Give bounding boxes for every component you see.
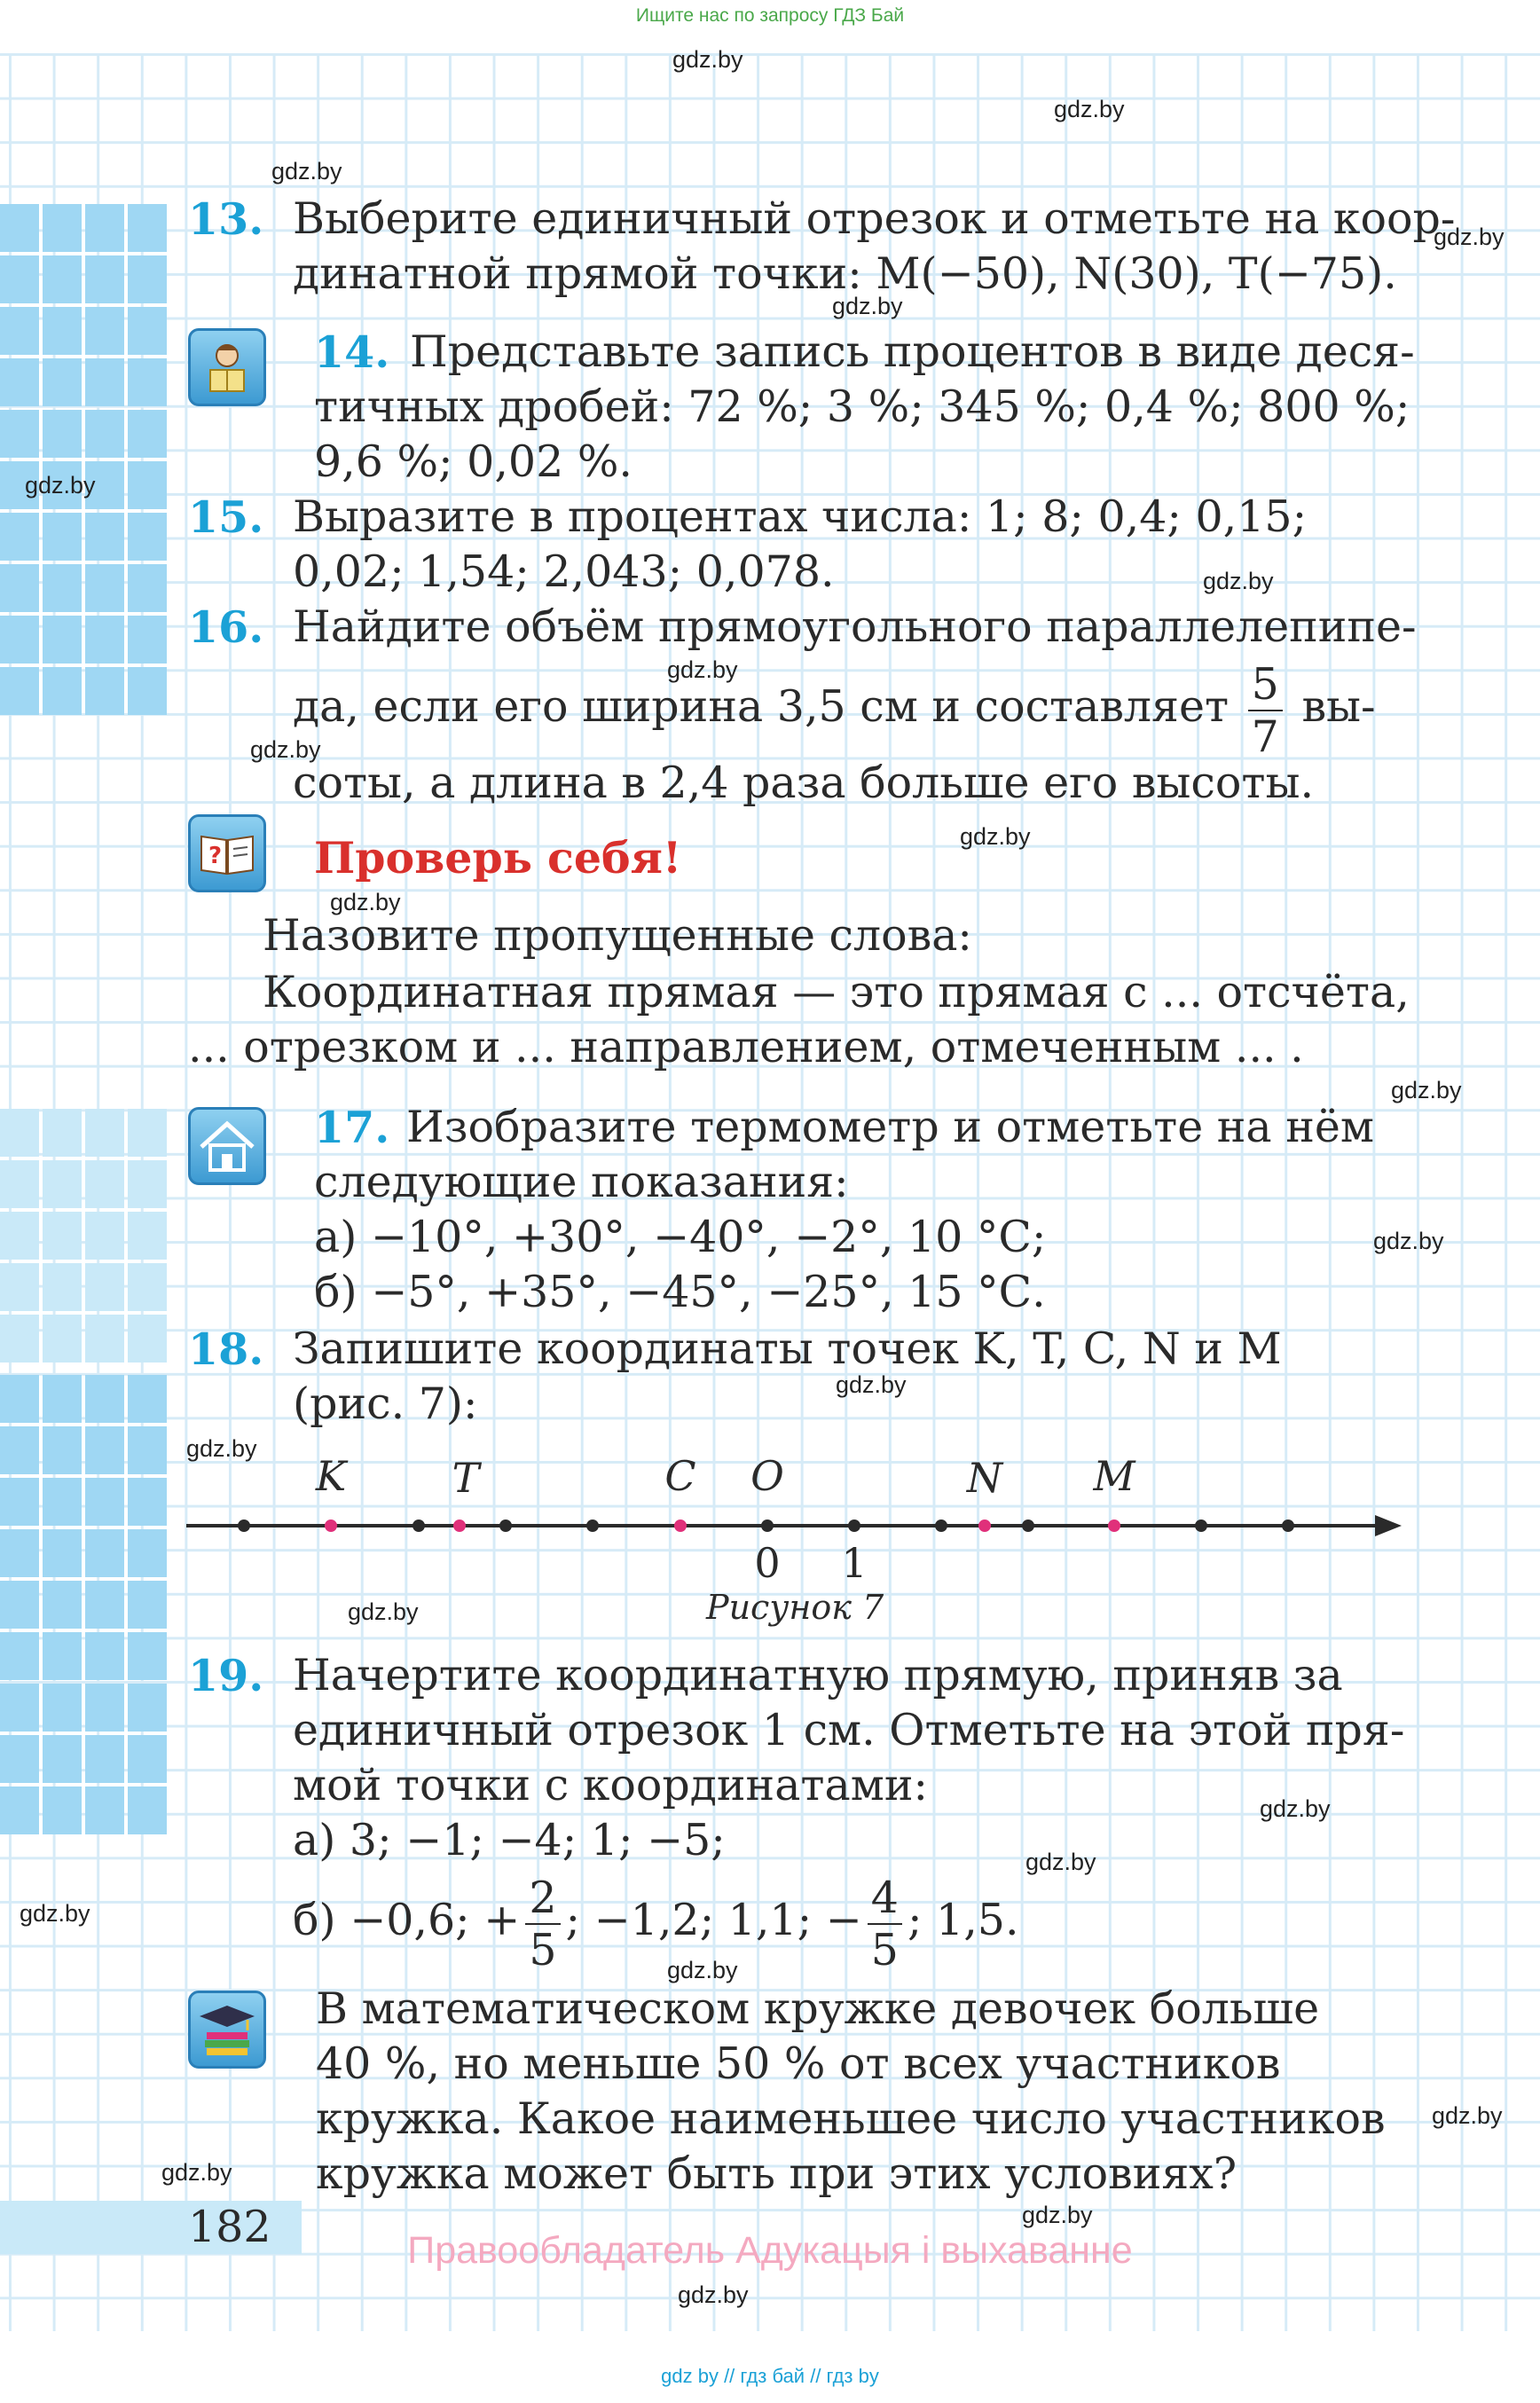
tick-dot [586, 1520, 599, 1532]
exercise-13-line-2: динатной прямой точки: M(−50), N(30), T(−75). [293, 248, 1397, 299]
watermark: gdz.by [1203, 568, 1274, 594]
svg-text:?: ? [208, 843, 223, 869]
watermark: gdz.by [250, 736, 321, 763]
fraction-five-sevenths [1248, 658, 1283, 762]
book-icon [188, 814, 266, 892]
fraction-numerator: 4 [868, 1876, 902, 1925]
point-k [325, 1520, 337, 1532]
option-b-prefix: б) −0,6; + [293, 1895, 521, 1945]
exercise-19-line-3: мой точки с координатами: [293, 1760, 929, 1810]
watermark: gdz.by [271, 158, 342, 185]
watermark: gdz.by [1054, 96, 1125, 122]
tick-dot [1195, 1520, 1207, 1532]
footer-links: gdz by // гдз бай // гдз by [661, 2365, 879, 2387]
check-yourself-line-2: Координатная прямая — это прямая с ... отсчёта, [263, 967, 1410, 1017]
option-b-suffix: ; 1,5. [907, 1895, 1019, 1945]
left-blocks-top [0, 204, 167, 715]
book-icon-graphic [191, 817, 263, 890]
tick-dot [1022, 1520, 1034, 1532]
exercise-17-line-2: следующие показания: [314, 1157, 849, 1207]
graduation-icon [188, 1991, 266, 2069]
tick-dot [935, 1520, 947, 1532]
exercise-19-option-a: а) 3; −1; −4; 1; −5; [293, 1815, 726, 1865]
exercise-15-number: 15. [188, 491, 264, 543]
tick-dot [1282, 1520, 1294, 1532]
watermark: gdz.by [672, 46, 743, 73]
exercise-19-option-b [293, 1872, 1019, 1975]
copyright-notice: Правообладатель Адукацыя і выхаванне [407, 2229, 1133, 2272]
tick-dot [499, 1520, 512, 1532]
exercise-14-line-3: 9,6 %; 0,02 %. [314, 436, 632, 487]
tick-label-one: 1 [841, 1539, 868, 1587]
option-b-middle: ; −1,2; 1,1; − [565, 1895, 862, 1945]
watermark: gdz.by [1260, 1795, 1331, 1822]
number-line-figure [177, 1437, 1419, 1588]
label-o: O [750, 1452, 784, 1500]
watermark: gdz.by [1391, 1077, 1462, 1103]
exercise-19-number: 19. [188, 1650, 264, 1701]
watermark: gdz.by [348, 1598, 419, 1625]
exercise-14-line-1: Представьте запись процентов в виде деся- [410, 326, 1415, 377]
fraction-numerator: 2 [525, 1876, 560, 1925]
point-n [978, 1520, 991, 1532]
exercise-16-line-2-end: вы- [1301, 681, 1376, 732]
point-m [1108, 1520, 1120, 1532]
exercise-13-line-1: Выберите единичный отрезок и отметьте на коор- [293, 193, 1456, 244]
puzzle-line-3: кружка. Какое наименьшее число участников [316, 2093, 1386, 2144]
watermark: gdz.by [960, 823, 1031, 850]
label-m: M [1093, 1452, 1135, 1500]
watermark: gdz.by [330, 889, 401, 915]
watermark: gdz.by [161, 2159, 232, 2186]
label-c: C [664, 1452, 696, 1500]
page-number: 182 [188, 2202, 271, 2252]
figure-caption: Рисунок 7 [706, 1588, 884, 1627]
watermark: gdz.by [1373, 1228, 1444, 1254]
label-k: K [315, 1452, 347, 1500]
watermark: gdz.by [1432, 2102, 1503, 2129]
exercise-13-number: 13. [188, 193, 264, 245]
check-yourself-title: Проверь себя! [314, 832, 682, 883]
watermark: gdz.by [20, 1900, 90, 1927]
label-t: T [452, 1454, 480, 1502]
exercise-17-option-a: а) −10°, +30°, −40°, −2°, 10 °С; [314, 1212, 1047, 1262]
exercise-14-number: 14. [314, 326, 390, 378]
exercise-16-line-3: соты, а длина в 2,4 раза больше его высоты. [293, 758, 1315, 808]
watermark: gdz.by [25, 472, 96, 499]
reader-icon [188, 328, 266, 406]
reader-icon-graphic [191, 331, 263, 404]
exercise-19-line-1: Начертите координатную прямую, приняв за [293, 1650, 1343, 1700]
graduation-icon-graphic [191, 1993, 263, 2066]
exercise-18-number: 18. [188, 1323, 264, 1375]
exercise-18-line-1: Запишите координаты точек K, T, C, N и M [293, 1323, 1282, 1374]
watermark: gdz.by [678, 2281, 749, 2308]
tick-dot [412, 1520, 425, 1532]
watermark: gdz.by [1434, 224, 1505, 250]
check-yourself-line-3: ... отрезком и ... направлением, отмеченным ... . [188, 1022, 1304, 1072]
exercise-18-line-2: (рис. 7): [293, 1378, 478, 1429]
home-icon-graphic [191, 1110, 263, 1182]
unit-dot [848, 1520, 860, 1532]
fraction-denominator: 5 [529, 1924, 557, 1975]
watermark: gdz.by [836, 1371, 907, 1398]
fraction-four-fifths [868, 1872, 902, 1975]
exercise-16-line-2-start: да, если его ширина 3,5 см и составляет [293, 681, 1230, 732]
watermark: gdz.by [667, 1957, 738, 1983]
home-icon [188, 1107, 266, 1185]
left-blocks-bottom [0, 1375, 167, 1834]
exercise-16-line-1: Найдите объём прямоугольного параллелепипе- [293, 601, 1417, 652]
exercise-17-option-b: б) −5°, +35°, −45°, −25°, 15 °С. [314, 1267, 1046, 1317]
origin-dot [761, 1520, 774, 1532]
watermark: gdz.by [1022, 2202, 1093, 2228]
exercise-14-line-2: тичных дробей: 72 %; 3 %; 345 %; 0,4 %; 800 %; [314, 381, 1410, 432]
exercise-17-line-1: Изобразите термометр и отметьте на нём [406, 1102, 1374, 1152]
point-t [453, 1520, 466, 1532]
exercise-15-line-1: Выразите в процентах числа: 1; 8; 0,4; 0,15; [293, 491, 1308, 542]
top-search-note: Ищите нас по запросу ГДЗ Бай [635, 5, 905, 26]
puzzle-line-2: 40 %, но меньше 50 % от всех участников [316, 2038, 1281, 2089]
tick-dot [238, 1520, 250, 1532]
point-c [674, 1520, 687, 1532]
fraction-denominator: 7 [1251, 711, 1279, 762]
watermark: gdz.by [832, 293, 903, 319]
check-yourself-line-1: Назовите пропущенные слова: [263, 910, 972, 961]
exercise-16-line-2 [293, 658, 1376, 762]
fraction-denominator: 5 [870, 1924, 899, 1975]
label-n: N [966, 1454, 1003, 1502]
puzzle-line-1: В математическом кружке девочек больше [316, 1983, 1320, 2034]
exercise-17-number: 17. [314, 1102, 390, 1153]
exercise-15-line-2: 0,02; 1,54; 2,043; 0,078. [293, 546, 835, 597]
watermark: gdz.by [667, 656, 738, 683]
fraction-numerator: 5 [1248, 663, 1283, 711]
exercise-19-line-2: единичный отрезок 1 см. Отметьте на этой пря- [293, 1705, 1405, 1755]
watermark: gdz.by [186, 1435, 257, 1462]
number-line-arrow [1375, 1515, 1402, 1536]
watermark: gdz.by [1025, 1849, 1096, 1875]
tick-label-zero: 0 [754, 1539, 781, 1587]
exercise-16-number: 16. [188, 601, 264, 653]
left-blocks-middle [0, 1109, 167, 1362]
fraction-two-fifths [525, 1872, 560, 1975]
puzzle-line-4: кружка может быть при этих условиях? [316, 2148, 1238, 2199]
